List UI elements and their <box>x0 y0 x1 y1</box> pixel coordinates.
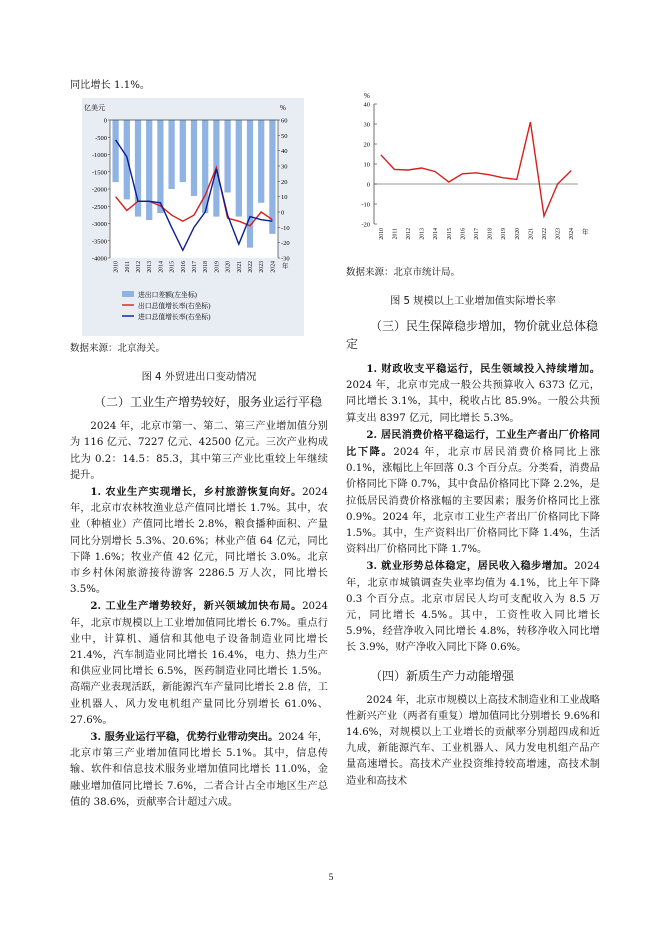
industry-text: 2024 年，北京市规模以上工业增加值同比增长 6.7%。重点行业中，计算机、通信和其他电子设备制造业同比增长 21.4%，汽车制造业同比增长 16.4%，电力、热力生产和供应业同比增长 6.5%，医药制造业同比增长 1.5%。高端产业表现活跃，新能源汽车产量同比增长 2.8 倍，工业机器人、风力发电机组产量同比分别增长 61.0%、27.6%。 <box>70 601 328 726</box>
bar-trade-balance <box>112 120 118 182</box>
x-unit-label: 年 <box>582 229 589 236</box>
bar-trade-balance <box>180 120 186 182</box>
paragraph-services <box>70 729 328 811</box>
right-tick-label: 0 <box>281 209 285 217</box>
page-number: 5 <box>328 873 334 883</box>
x-tick-label: 2010 <box>378 228 385 240</box>
x-tick-label: 2022 <box>248 261 254 273</box>
left-tick-label: -4000 <box>91 255 107 263</box>
agriculture-heading: 1. 农业生产实现增长，乡村旅游恢复向好。 <box>90 486 303 499</box>
x-tick-label: 2014 <box>433 228 440 240</box>
x-tick-label: 2020 <box>514 228 521 240</box>
bar-trade-balance <box>258 120 264 203</box>
x-tick-label: 2015 <box>169 261 176 273</box>
bar-trade-balance <box>124 120 130 199</box>
left-tick-label: -1500 <box>91 169 107 177</box>
trade-chart-svg <box>82 98 304 336</box>
x-tick-label: 2021 <box>236 261 243 273</box>
x-tick-label: 2017 <box>192 261 198 273</box>
x-tick-label: 2012 <box>136 261 142 273</box>
x-tick-label: 2019 <box>501 228 508 240</box>
x-tick-label: 2017 <box>474 228 480 240</box>
paragraph-industry-structure: 2024 年，北京市第一、第二、第三产业增加值分别为 116 亿元、7227 亿元、42500 亿元。三次产业构成比为 0.2：14.5：85.3，其中第三产业比重较上年继续提升。 <box>70 421 328 481</box>
paragraph-employment <box>346 558 600 656</box>
y-tick-label: 30 <box>363 121 370 129</box>
figure-5-chart <box>346 90 596 262</box>
right-tick-label: -30 <box>281 255 290 263</box>
x-unit-label: 年 <box>282 263 289 271</box>
paragraph-industry <box>70 598 328 729</box>
right-axis-label: % <box>280 104 286 113</box>
employment-heading: 3. 就业形势总体稳定，居民收入稳步增加。 <box>366 560 575 573</box>
bar-trade-balance <box>224 120 230 192</box>
paragraph-prices <box>346 427 600 559</box>
x-tick-label: 2021 <box>528 228 535 240</box>
x-tick-label: 2018 <box>487 228 494 240</box>
services-text: 2024 年，北京市第三产业增加值同比增长 5.1%。其中，信息传输、软件和信息技术服务业增加值同比增长 11.0%，金融业增加值同比增长 7.6%，二者合计占全市地区生产总值的 38.6%，贡献率合计超过六成。 <box>70 732 328 808</box>
paragraph-agriculture <box>70 484 328 598</box>
x-tick-label: 2012 <box>406 228 412 240</box>
bar-trade-balance <box>146 120 152 220</box>
bar-trade-balance <box>247 120 253 248</box>
bar-trade-balance <box>168 120 174 189</box>
left-tick-label: -2000 <box>91 186 107 194</box>
x-tick-label: 2014 <box>158 261 165 273</box>
x-tick-label: 2011 <box>124 261 131 273</box>
x-tick-label: 2016 <box>460 228 467 240</box>
left-tick-label: -3500 <box>91 238 107 246</box>
figure-4-caption: 图 4 外贸进出口变动情况 <box>141 372 257 384</box>
prices-heading: 2. 居民消费价格平稳运行，工业生产者出厂价格同比下降。 <box>346 428 600 459</box>
left-tick-label: -500 <box>95 134 107 142</box>
x-tick-label: 2013 <box>419 228 426 240</box>
industry-heading: 2. 工业生产增势较好，新兴领域加快布局。 <box>90 600 303 613</box>
legend-label-line: 出口总值增长率(右坐标) <box>138 303 211 311</box>
right-tick-label: 30 <box>281 163 288 171</box>
x-tick-label: 2016 <box>180 261 187 273</box>
x-tick-label: 2019 <box>214 261 221 273</box>
y-axis-unit-label: % <box>364 92 370 100</box>
y-tick-label: -10 <box>361 201 370 209</box>
y-tick-label: 20 <box>363 141 370 149</box>
prices-text: 2024 年，北京市居民消费价格同比上涨 0.1%，涨幅比上年回落 0.3 个百分点。分类看，消费品价格同比下降 0.7%，其中食品价格同比下降 2.2%，是拉低居民消费价格涨幅的主要因素；服务价格同比上涨 0.9%。2024 年，北京市工业生产者出厂价格同比下降 1.5%。其中，生产资料出厂价格同比下降 1.4%，生活资料出厂价格同比下降 1.7%。 <box>346 447 601 556</box>
x-tick-label: 2010 <box>113 261 120 273</box>
y-tick-label: 40 <box>363 101 370 109</box>
section-2-heading: （二）工业生产增势较好，服务业运行平稳 <box>94 395 323 410</box>
x-tick-label: 2013 <box>147 261 154 273</box>
left-tick-label: -1000 <box>91 152 107 160</box>
x-tick-label: 2020 <box>225 261 232 273</box>
right-tick-label: 20 <box>281 179 288 187</box>
right-tick-label: -20 <box>281 240 290 248</box>
series-growth-line <box>381 122 571 216</box>
left-tick-label: 0 <box>103 117 107 125</box>
legend-swatch-bars <box>122 291 134 297</box>
section-3-heading: （三）民生保障稳步增加，物价就业总体稳定 <box>346 319 599 351</box>
legend-label-line: 进口总值增长率(右坐标) <box>138 314 211 322</box>
employment-text: 2024 年，北京市城镇调查失业率均值为 4.1%，比上年下降 0.3 个百分点。北京市居民人均可支配收入为 8.5 万元，同比增长 4.5%。其中，工资性收入同比增长 5.9%，经营净收入同比增长 4.8%，转移净收入同比增长 3.9%，财产净收入同比下降 0.6%。 <box>346 561 600 654</box>
x-tick-label: 2024 <box>270 261 277 273</box>
y-tick-label: 0 <box>366 181 370 189</box>
paragraph-new-productivity: 2024 年，北京市规模以上高技术制造业和工业战略性新兴产业（两者有重复）增加值同比分别增长 9.6%和 14.6%，对规模以上工业增长的贡献率分别超四成和近九成，新能源汽车、工业机器人、风力发电机组产品产量高速增长。高技术产业投资维持较高增速，高技术制造业和高技术 <box>346 694 600 787</box>
x-tick-label: 2011 <box>392 228 399 240</box>
figure-4-source: 数据来源：北京海关。 <box>70 343 166 355</box>
paragraph-fiscal <box>346 361 600 427</box>
left-tick-label: -3000 <box>91 221 107 229</box>
figure-5-source: 数据来源：北京市统计局。 <box>346 267 461 278</box>
right-tick-label: -10 <box>281 225 290 233</box>
bar-trade-balance <box>191 120 197 196</box>
right-tick-label: 50 <box>281 133 288 141</box>
right-tick-label: 10 <box>281 194 288 202</box>
section-4-heading: （四）新质生产力动能增强 <box>370 668 515 683</box>
figure-5-caption: 图 5 规模以上工业增加值实际增长率 <box>390 296 556 307</box>
fiscal-heading: 1. 财政收支平稳运行，民生领域投入持续增加。 <box>366 363 600 375</box>
x-tick-label: 2024 <box>569 228 576 240</box>
x-tick-label: 2023 <box>259 261 266 273</box>
y-tick-label: 10 <box>363 161 370 169</box>
figure-4-chart <box>82 98 304 336</box>
right-column <box>346 90 600 790</box>
industry-growth-chart-svg <box>346 90 596 262</box>
right-tick-label: 40 <box>281 148 288 156</box>
bar-trade-balance <box>236 120 242 217</box>
x-tick-label: 2015 <box>446 228 453 240</box>
left-axis-label: 亿美元 <box>84 104 105 113</box>
y-tick-label: -20 <box>361 221 370 229</box>
x-tick-label: 2018 <box>203 261 210 273</box>
agriculture-text: 2024 年，北京市农林牧渔业总产值同比增长 1.7%。其中，农业（种植业）产值同比增长 2.8%，粮食播种面积、产量同比分别增长 5.3%、20.6%；林业产值 64 亿元，同比下降 1.6%；牧业产值 42 亿元，同比增长 3.0%。北京市乡村休闲旅游接待游客 2286.5 万人次，同比增长 3.5%。 <box>70 487 328 596</box>
bar-trade-balance <box>157 120 163 213</box>
x-tick-label: 2023 <box>555 228 562 240</box>
x-tick-label: 2022 <box>542 228 548 240</box>
left-tick-label: -2500 <box>91 203 107 211</box>
fiscal-text: 2024 年，北京市完成一般公共预算收入 6373 亿元，同比增长 3.1%，其中，税收占比 85.9%。一般公共预算支出 8397 亿元，同比增长 5.3%。 <box>346 380 600 424</box>
left-column <box>70 78 328 811</box>
services-heading: 3. 服务业运行平稳，优势行业带动突出。 <box>90 731 279 744</box>
legend-label-bars: 进出口差额(左坐标) <box>138 292 197 300</box>
right-tick-label: 60 <box>281 117 288 125</box>
intro-text: 同比增长 1.1%。 <box>70 80 151 91</box>
bar-trade-balance <box>269 120 275 234</box>
